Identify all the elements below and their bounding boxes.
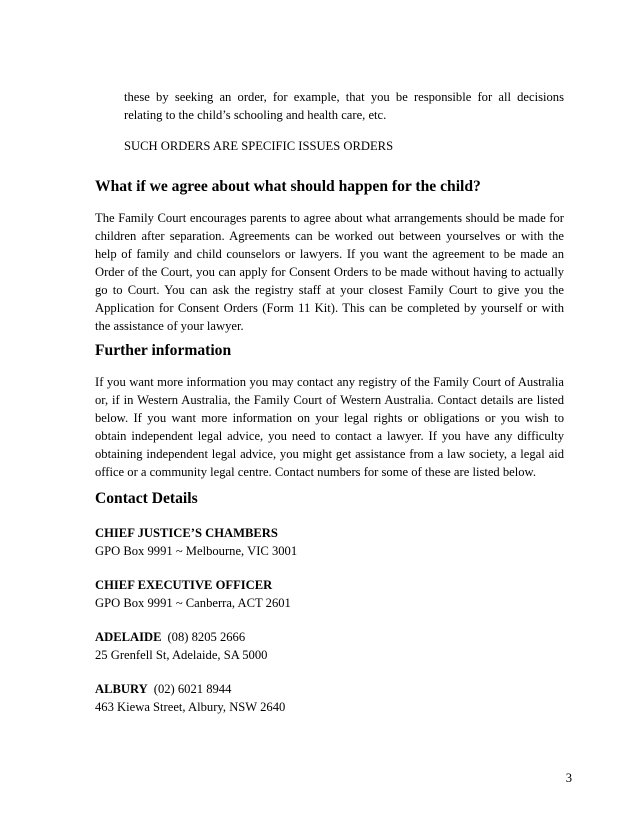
contact-name: ADELAIDE	[95, 630, 162, 644]
contact-details-heading: Contact Details	[95, 490, 198, 507]
contact-phone: (02) 6021 8944	[153, 682, 232, 696]
contact-name-line	[95, 524, 564, 542]
intro-continuation-text: these by seeking an order, for example, that you be responsible for all decisions relating to the child’s schooling and health care, etc.	[124, 90, 564, 122]
contact-name: ALBURY	[95, 682, 148, 696]
contact-details-section	[95, 489, 564, 732]
contact-address: 463 Kiewa Street, Albury, NSW 2640	[95, 700, 286, 714]
intro-block	[124, 88, 564, 155]
further-information-paragraph: If you want more information you may contact any registry of the Family Court of Australia or, if in Western Australia, the Family Court of Western Australia. Contact details are listed below. If you want more information on your legal rights or obligations or you wish to obtain independent legal advice, you need to contact a lawyer. If you have any difficulty obtaining independent legal advice, you might get assistance from a law society, a legal aid office or a community legal centre. Contact numbers for some of these are listed below.	[95, 375, 564, 479]
agreement-heading: What if we agree about what should happen for the child?	[95, 178, 481, 195]
contact-address: GPO Box 9991 ~ Melbourne, VIC 3001	[95, 544, 298, 558]
contact-address: GPO Box 9991 ~ Canberra, ACT 2601	[95, 596, 291, 610]
page-number: 3	[565, 771, 572, 785]
further-information-heading: Further information	[95, 342, 232, 359]
contact-name-line	[95, 680, 564, 698]
agreement-paragraph: The Family Court encourages parents to agree about what arrangements should be made for children after separation. Agreements can be worked out between yourselves or with the help of family and child counselors or lawyers. If you want the agreement to be made an Order of the Court, you can apply for Consent Orders to be made without having to actually go to Court. You can ask the registry staff at your closest Family Court to give you the Application for Consent Orders (Form 11 Kit). This can be completed by yourself or with the assistance of your lawyer.	[95, 211, 564, 333]
contact-list	[95, 524, 564, 716]
further-information-section	[95, 341, 564, 481]
contact-entry	[95, 628, 564, 664]
contact-name: CHIEF EXECUTIVE OFFICER	[95, 578, 273, 592]
contact-address: 25 Grenfell St, Adelaide, SA 5000	[95, 648, 268, 662]
contact-name-line	[95, 628, 564, 646]
contact-entry	[95, 524, 564, 560]
contact-entry	[95, 576, 564, 612]
specific-issues-orders-note: SUCH ORDERS ARE SPECIFIC ISSUES ORDERS	[124, 139, 394, 153]
contact-name: CHIEF JUSTICE’S CHAMBERS	[95, 526, 278, 540]
contact-phone: (08) 8205 2666	[167, 630, 246, 644]
contact-entry	[95, 680, 564, 716]
contact-name-line	[95, 576, 564, 594]
agreement-section	[95, 177, 564, 335]
